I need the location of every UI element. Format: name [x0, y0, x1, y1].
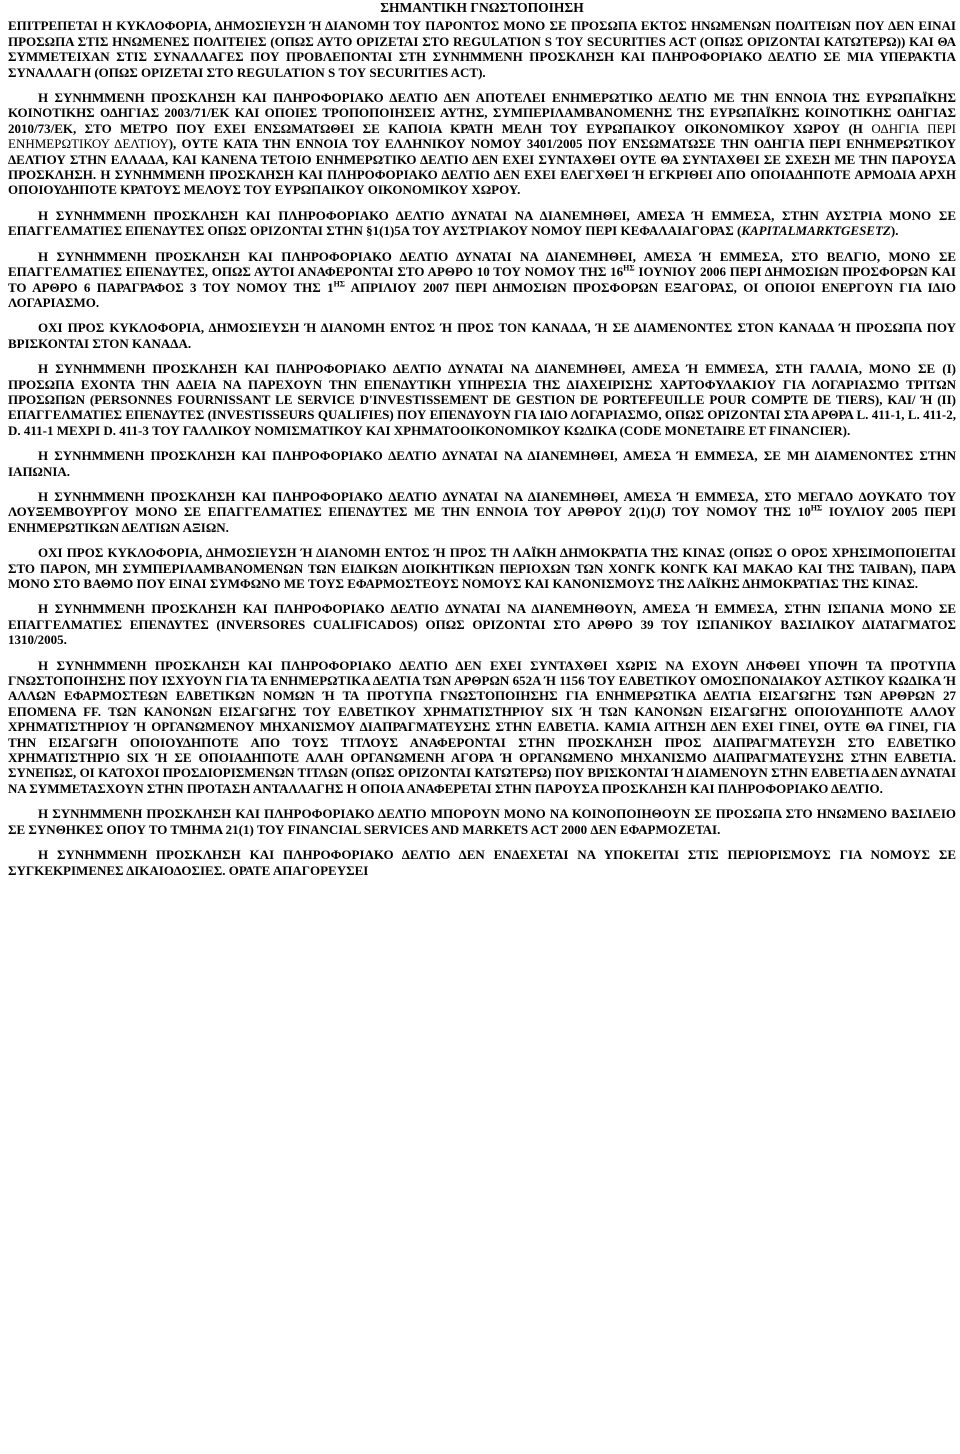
- paragraph-canada: ΟΧΙ ΠΡΟΣ ΚΥΚΛΟΦΟΡΙΑ, ΔΗΜΟΣΙΕΥΣΗ Ή ΔΙΑΝΟΜΗ ΕΝΤΟΣ Ή ΠΡΟΣ ΤΟΝ ΚΑΝΑΔΑ, Ή ΣΕ ΔΙΑΜΕΝΟΝΤΕΣ ΣΤΟΝ ΚΑΝΑΔΑ Ή ΠΡΟΣΩΠΑ ΠΟΥ ΒΡΙΣΚΟΝΤΑΙ ΣΤΟΝ ΚΑΝΑΔΑ.: [8, 320, 956, 351]
- paragraph-spain: Η ΣΥΝΗΜΜΕΝΗ ΠΡΟΣΚΛΗΣΗ ΚΑΙ ΠΛΗΡΟΦΟΡΙΑΚΟ ΔΕΛΤΙΟ ΔΥΝΑΤΑΙ ΝΑ ΔΙΑΝΕΜΗΘΟΥΝ, ΑΜΕΣΑ Ή ΕΜΜΕΣΑ, ΣΤΗΝ ΙΣΠΑΝΙΑ ΜΟΝΟ ΣΕ ΕΠΑΓΓΕΛΜΑΤΙΕΣ ΕΠΕΝΔΥΤΕΣ (INVERSORES CUALIFICADOS) ΟΠΩΣ ΟΡΙΖΟΝΤΑΙ ΣΤΟ ΑΡΘΡΟ 39 ΤΟΥ ΙΣΠΑΝΙΚΟΥ ΒΑΣΙΛΙΚΟΥ ΔΙΑΤΑΓΜΑΤΟΣ 1310/2005.: [8, 601, 956, 648]
- notice-title: ΣΗΜΑΝΤΙΚΗ ΓΝΩΣΤΟΠΟΙΗΣΗ: [380, 0, 584, 15]
- paragraph-united-kingdom: Η ΣΥΝΗΜΜΕΝΗ ΠΡΟΣΚΛΗΣΗ ΚΑΙ ΠΛΗΡΟΦΟΡΙΑΚΟ ΔΕΛΤΙΟ ΜΠΟΡΟΥΝ ΜΟΝΟ ΝΑ ΚΟΙΝΟΠΟΙΗΘΟΥΝ ΣΕ ΠΡΟΣΩΠΑ ΣΤΟ ΗΝΩΜΕΝΟ ΒΑΣΙΛΕΙΟ ΣΕ ΣΥΝΘΗΚΕΣ ΟΠΟΥ ΤΟ ΤΜΗΜΑ 21(1) ΤΟΥ FINANCIAL SERVICES AND MARKETS ACT 2000 ΔΕΝ ΕΦΑΡΜΟΖΕΤΑΙ.: [8, 806, 956, 837]
- paragraph-belgium: Η ΣΥΝΗΜΜΕΝΗ ΠΡΟΣΚΛΗΣΗ ΚΑΙ ΠΛΗΡΟΦΟΡΙΑΚΟ ΔΕΛΤΙΟ ΔΥΝΑΤΑΙ ΝΑ ΔΙΑΝΕΜΗΘΕΙ, ΑΜΕΣΑ Ή ΕΜΜΕΣΑ, ΣΤΟ ΒΕΛΓΙΟ, ΜΟΝΟ ΣΕ ΕΠΑΓΓΕΛΜΑΤΙΕΣ ΕΠΕΝΔΥΤΕΣ, ΟΠΩΣ ΑΥΤΟΙ ΑΝΑΦΕΡΟΝΤΑΙ ΣΤΟ ΑΡΘΡΟ 10 ΤΟΥ ΝΟΜΟΥ ΤΗΣ $16^{H\Sigma}$ ΙΟΥΝΙΟΥ 2006 ΠΕΡΙ ΔΗΜΟΣΙΩΝ ΠΡΟΣΦΟΡΩΝ ΚΑΙ ΤΟ ΑΡΘΡΟ 6 ΠΑΡΑΓΡΑΦΟΣ 3 ΤΟΥ ΝΟΜΟΥ ΤΗΣ $1^{H\Sigma}$ ΑΠΡΙΛΙΟΥ 2007 ΠΕΡΙ ΔΗΜΟΣΙΩΝ ΠΡΟΣΦΟΡΩΝ ΕΞΑΓΟΡΑΣ, ΟΙ ΟΠΟΙΟΙ ΕΝΕΡΓΟΥΝ ΓΙΑ ΙΔΙΟ ΛΟΓΑΡΙΑΣΜΟ.: [8, 248, 956, 310]
- paragraph-other-jurisdictions: Η ΣΥΝΗΜΜΕΝΗ ΠΡΟΣΚΛΗΣΗ ΚΑΙ ΠΛΗΡΟΦΟΡΙΑΚΟ ΔΕΛΤΙΟ ΔΕΝ ΕΝΔΕΧΕΤΑΙ ΝΑ ΥΠΟΚΕΙΤΑΙ ΣΤΙΣ ΠΕΡΙΟΡΙΣΜΟΥΣ ΓΙΑ ΝΟΜΟΥΣ ΣΕ ΣΥΓΚΕΚΡΙΜΕΝΕΣ ΔΙΚΑΙΟΔΟΣΙΕΣ. ΟΡΑΤΕ ΑΠΑΓΟΡΕΥΣΕΙ: [8, 847, 956, 878]
- paragraph-prospectus-directive: Η ΣΥΝΗΜΜΕΝΗ ΠΡΟΣΚΛΗΣΗ ΚΑΙ ΠΛΗΡΟΦΟΡΙΑΚΟ ΔΕΛΤΙΟ ΔΕΝ ΑΠΟΤΕΛΕΙ ΕΝΗΜΕΡΩΤΙΚΟ ΔΕΛΤΙΟ ΜΕ ΤΗΝ ΕΝΝΟΙΑ ΤΗΣ ΕΥΡΩΠΑΪΚΗΣ ΚΟΙΝΟΤΙΚΗΣ ΟΔΗΓΙΑΣ 2003/71/ΕΚ ΚΑΙ ΟΠΟΙΕΣ ΤΡΟΠΟΠΟΙΗΣΕΙΣ ΑΥΤΗΣ, ΣΥΜΠΕΡΙΛΑΜΒΑΝΟΜΕΝΗΣ ΤΗΣ ΕΥΡΩΠΑΪΚΗΣ ΚΟΙΝΟΤΙΚΗΣ ΟΔΗΓΙΑΣ 2010/73/ΕΚ, ΣΤΟ ΜΕΤΡΟ ΠΟΥ ΕΧΕΙ ΕΝΣΩΜΑΤΩΘΕΙ ΣΕ ΚΑΠΟΙΑ ΚΡΑΤΗ ΜΕΛΗ ΤΟΥ ΕΥΡΩΠΑΙΚΟΥ ΟΙΚΟΝΟΜΙΚΟΥ ΧΩΡΟΥ (Η ΟΔΗΓΙΑ ΠΕΡΙ ΕΝΗΜΕΡΩΤΙΚΟΥ ΔΕΛΤΙΟΥ), ΟΥΤΕ ΚΑΤΑ ΤΗΝ ΕΝΝΟΙΑ ΤΟΥ ΕΛΛΗΝΙΚΟΥ ΝΟΜΟΥ 3401/2005 ΠΟΥ ΕΝΣΩΜΑΤΩΣΕ ΤΗΝ ΟΔΗΓΙΑ ΠΕΡΙ ΕΝΗΜΕΡΩΤΙΚΟΥ ΔΕΛΤΙΟΥ ΣΤΗΝ ΕΛΛΑΔΑ, ΚΑΙ ΚΑΝΕΝΑ ΤΕΤΟΙΟ ΕΝΗΜΕΡΩΤΙΚΟ ΔΕΛΤΙΟ ΔΕΝ ΕΧΕΙ ΣΥΝΤΑΧΘΕΙ ΟΥΤΕ ΘΑ ΣΥΝΤΑΧΘΕΙ ΣΕ ΣΧΕΣΗ ΜΕ ΤΗΝ ΠΑΡΟΥΣΑ ΠΡΟΣΚΛΗΣΗ. Η ΣΥΝΗΜΜΕΝΗ ΠΡΟΣΚΛΗΣΗ ΚΑΙ ΠΛΗΡΟΦΟΡΙΑΚΟ ΔΕΛΤΙΟ ΔΕΝ ΕΧΕΙ ΕΛΕΓΧΘΕΙ Ή ΕΓΚΡΙΘΕΙ ΑΠΟ ΟΠΟΙΑΔΗΠΟΤΕ ΑΡΜΟΔΙΑ ΑΡΧΗ ΟΠΟΙΟΥΔΗΠΟΤΕ ΚΡΑΤΟΥΣ ΜΕΛΟΥΣ ΤΟΥ ΕΥΡΩΠΑΙΚΟΥ ΟΙΚΟΝΟΜΙΚΟΥ ΧΩΡΟΥ.: [8, 90, 957, 198]
- paragraph-china: ΟΧΙ ΠΡΟΣ ΚΥΚΛΟΦΟΡΙΑ, ΔΗΜΟΣΙΕΥΣΗ Ή ΔΙΑΝΟΜΗ ΕΝΤΟΣ Ή ΠΡΟΣ ΤΗ ΛΑΪΚΗ ΔΗΜΟΚΡΑΤΙΑ ΤΗΣ ΚΙΝΑΣ (ΟΠΩΣ Ο ΟΡΟΣ ΧΡΗΣΙΜΟΠΟΙΕΙΤΑΙ ΣΤΟ ΠΑΡΟΝ, ΜΗ ΣΥΜΠΕΡΙΛΑΜΒΑΝΟΜΕΝΩΝ ΤΩΝ ΕΙΔΙΚΩΝ ΔΙΟΙΚΗΤΙΚΩΝ ΠΕΡΙΟΧΩΝ ΤΩΝ ΧΟΝΓΚ ΚΟΝΓΚ ΚΑΙ ΜΑΚΑΟ ΚΑΙ ΤΗΣ ΤΑΙΒΑΝ), ΠΑΡΑ ΜΟΝΟ ΣΤΟ ΒΑΘΜΟ ΠΟΥ ΕΙΝΑΙ ΣΥΜΦΩΝΟ ΜΕ ΤΟΥΣ ΕΦΑΡΜΟΣΤΕΟΥΣ ΝΟΜΟΥΣ ΚΑΙ ΚΑΝΟΝΙΣΜΟΥΣ ΤΗΣ ΛΑΪΚΗΣ ΔΗΜΟΚΡΑΤΙΑΣ ΤΗΣ ΚΙΝΑΣ.: [8, 545, 956, 591]
- paragraph-japan: Η ΣΥΝΗΜΜΕΝΗ ΠΡΟΣΚΛΗΣΗ ΚΑΙ ΠΛΗΡΟΦΟΡΙΑΚΟ ΔΕΛΤΙΟ ΔΥΝΑΤΑΙ ΝΑ ΔΙΑΝΕΜΗΘΕΙ, ΑΜΕΣΑ Ή ΕΜΜΕΣΑ, ΣΕ ΜΗ ΔΙΑΜΕΝΟΝΤΕΣ ΣΤΗΝ ΙΑΠΩΝΙΑ.: [8, 448, 956, 479]
- paragraph-us-restriction: ΕΠΙΤΡΕΠΕΤΑΙ Η ΚΥΚΛΟΦΟΡΙΑ, ΔΗΜΟΣΙΕΥΣΗ Ή ΔΙΑΝΟΜΗ ΤΟΥ ΠΑΡΟΝΤΟΣ ΜΟΝΟ ΣΕ ΠΡΟΣΩΠΑ ΕΚΤΟΣ ΗΝΩΜΕΝΩΝ ΠΟΛΙΤΕΙΩΝ ΠΟΥ ΔΕΝ ΕΙΝΑΙ ΠΡΟΣΩΠΑ ΣΤΙΣ ΗΝΩΜΕΝΕΣ ΠΟΛΙΤΕΙΕΣ (ΟΠΩΣ ΑΥΤΟ ΟΡΙΖΕΤΑΙ ΣΤΟ REGULATION S ΤΟΥ SECURITIES ACT (ΟΠΩΣ ΟΡΙΖΟΝΤΑΙ ΚΑΤΩΤΕΡΩ)) ΚΑΙ ΘΑ ΣΥΜΜΕΤΕΙΧΑΝ ΣΤΙΣ ΣΥΝΑΛΛΑΓΕΣ ΠΟΥ ΠΡΟΒΛΕΠΟΝΤΑΙ ΣΤΗ ΣΥΝΗΜΜΕΝΗ ΠΡΟΣΚΛΗΣΗ ΚΑΙ ΠΛΗΡΟΦΟΡΙΑΚΟ ΔΕΛΤΙΟ ΣΕ ΜΙΑ ΥΠΕΡΑΚΤΙΑ ΣΥΝΑΛΛΑΓΗ (ΟΠΩΣ ΟΡΙΖΕΤΑΙ ΣΤΟ REGULATION S ΤΟΥ SECURITIES ACT).: [8, 18, 956, 80]
- paragraph-austria: Η ΣΥΝΗΜΜΕΝΗ ΠΡΟΣΚΛΗΣΗ ΚΑΙ ΠΛΗΡΟΦΟΡΙΑΚΟ ΔΕΛΤΙΟ ΔΥΝΑΤΑΙ ΝΑ ΔΙΑΝΕΜΗΘΕΙ, ΑΜΕΣΑ Ή ΕΜΜΕΣΑ, ΣΤΗΝ ΑΥΣΤΡΙΑ ΜΟΝΟ ΣΕ ΕΠΑΓΓΕΛΜΑΤΙΕΣ ΕΠΕΝΔΥΤΕΣ ΟΠΩΣ ΟΡΙΖΟΝΤΑΙ ΣΤΗΝ §1(1)5Α ΤΟΥ ΑΥΣΤΡΙΑΚΟΥ ΝΟΜΟΥ ΠΕΡΙ ΚΕΦΑΛΑΙΑΓΟΡΑΣ (KAPITALMARKTGESETZ).: [8, 207, 956, 239]
- paragraph-luxembourg: Η ΣΥΝΗΜΜΕΝΗ ΠΡΟΣΚΛΗΣΗ ΚΑΙ ΠΛΗΡΟΦΟΡΙΑΚΟ ΔΕΛΤΙΟ ΔΥΝΑΤΑΙ ΝΑ ΔΙΑΝΕΜΗΘΕΙ, ΑΜΕΣΑ Ή ΕΜΜΕΣΑ, ΣΤΟ ΜΕΓΑΛΟ ΔΟΥΚΑΤΟ ΤΟΥ ΛΟΥΞΕΜΒΟΥΡΓΟΥ ΜΟΝΟ ΣΕ ΕΠΑΓΓΕΛΜΑΤΙΕΣ ΕΠΕΝΔΥΤΕΣ ΜΕ ΤΗΝ ΕΝΝΟΙΑ ΤΟΥ ΑΡΘΡΟΥ 2(1)(J) ΤΟΥ ΝΟΜΟΥ ΤΗΣ $10^{H\Sigma}$ ΙΟΥΛΙΟΥ 2005 ΠΕΡΙ ΕΝΗΜΕΡΩΤΙΚΩΝ ΔΕΛΤΙΩΝ ΑΞΙΩΝ.: [8, 488, 956, 535]
- paragraph-france: Η ΣΥΝΗΜΜΕΝΗ ΠΡΟΣΚΛΗΣΗ ΚΑΙ ΠΛΗΡΟΦΟΡΙΑΚΟ ΔΕΛΤΙΟ ΔΥΝΑΤΑΙ ΝΑ ΔΙΑΝΕΜΗΘΕΙ, ΑΜΕΣΑ Ή ΕΜΜΕΣΑ, ΣΤΗ ΓΑΛΛΙΑ, ΜΟΝΟ ΣΕ (Ι) ΠΡΟΣΩΠΑ ΕΧΟΝΤΑ ΤΗΝ ΑΔΕΙΑ ΝΑ ΠΑΡΕΧΟΥΝ ΤΗΝ ΕΠΕΝΔΥΤΙΚΗ ΥΠΗΡΕΣΙΑ ΤΗΣ ΔΙΑΧΕΙΡΙΣΗΣ ΧΑΡΤΟΦΥΛΑΚΙΟΥ ΓΙΑ ΛΟΓΑΡΙΑΣΜΟ ΤΡΙΤΩΝ ΠΡΟΣΩΠΩΝ (PERSONNES FOURNISSANT LE SERVICE D'INVESTISSEMENT DE GESTION DE PORTEFEUILLE POUR COMPTE DE TIERS), ΚΑΙ/ Ή (ΙΙ) ΕΠΑΓΓΕΛΜΑΤΙΕΣ ΕΠΕΝΔΥΤΕΣ (INVESTISSEURS QUALIFIES) ΠΟΥ ΕΠΕΝΔΥΟΥΝ ΓΙΑ ΙΔΙΟ ΛΟΓΑΡΙΑΣΜΟ, ΟΠΩΣ ΟΡΙΖΟΝΤΑΙ ΣΤΑ ΑΡΘΡΑ L. 411-1, L. 411-2, D. 411-1 ΜΕΧΡΙ D. 411-3 ΤΟΥ ΓΑΛΛΙΚΟΥ ΝΟΜΙΣΜΑΤΙΚΟΥ ΚΑΙ ΧΡΗΜΑΤΟΟΙΚΟΝΟΜΙΚΟΥ ΚΩΔΙΚΑ (CODE MONETAIRE ET FINANCIER).: [8, 361, 956, 438]
- paragraph-switzerland: Η ΣΥΝΗΜΜΕΝΗ ΠΡΟΣΚΛΗΣΗ ΚΑΙ ΠΛΗΡΟΦΟΡΙΑΚΟ ΔΕΛΤΙΟ ΔΕΝ ΕΧΕΙ ΣΥΝΤΑΧΘΕΙ ΧΩΡΙΣ ΝΑ ΕΧΟΥΝ ΛΗΦΘΕΙ ΥΠΟΨΗ ΤΑ ΠΡΟΤΥΠΑ ΓΝΩΣΤΟΠΟΙΗΣΗΣ ΠΟΥ ΙΣΧΥΟΥΝ ΓΙΑ ΤΑ ΕΝΗΜΕΡΩΤΙΚΑ ΔΕΛΤΙΑ ΤΩΝ ΑΡΘΡΩΝ 652Α Ή 1156 ΤΟΥ ΕΛΒΕΤΙΚΟΥ ΟΜΟΣΠΟΝΔΙΑΚΟΥ ΑΣΤΙΚΟΥ ΚΩΔΙΚΑ Ή ΑΛΛΩΝ ΕΦΑΡΜΟΣΤΕΩΝ ΕΛΒΕΤΙΚΩΝ ΝΟΜΩΝ Ή ΤΑ ΠΡΟΤΥΠΑ ΓΝΩΣΤΟΠΟΙΗΣΗΣ ΓΙΑ ΕΝΗΜΕΡΩΤΙΚΑ ΔΕΛΤΙΑ ΕΙΣΑΓΩΓΗΣ ΤΩΝ ΑΡΘΡΩΝ 27 ΕΠΟΜΕΝΑ FF. ΤΩΝ ΚΑΝΟΝΩΝ ΕΙΣΑΓΩΓΗΣ ΤΟΥ ΕΛΒΕΤΙΚΟΥ ΧΡΗΜΑΤΙΣΤΗΡΙΟΥ SIX Ή ΤΩΝ ΚΑΝΟΝΩΝ ΕΙΣΑΓΩΓΗΣ ΟΠΟΙΟΥΔΗΠΟΤΕ ΑΛΛΟΥ ΧΡΗΜΑΤΙΣΤΗΡΙΟΥ Ή ΟΡΓΑΝΩΜΕΝΟΥ ΜΗΧΑΝΙΣΜΟΥ ΔΙΑΠΡΑΓΜΑΤΕΥΣΗΣ ΣΤΗΝ ΕΛΒΕΤΙΑ. ΚΑΜΙΑ ΑΙΤΗΣΗ ΔΕΝ ΕΧΕΙ ΓΙΝΕΙ, ΟΥΤΕ ΘΑ ΓΙΝΕΙ, ΓΙΑ ΤΗΝ ΕΙΣΑΓΩΓΗ ΟΠΟΙΟΥΔΗΠΟΤΕ ΑΠΟ ΤΟΥΣ ΤΙΤΛΟΥΣ ΑΝΑΦΕΡΟΝΤΑΙ ΣΤΗΝ ΠΡΟΣΚΛΗΣΗ ΠΡΟΣ ΔΙΑΠΡΑΓΜΑΤΕΥΣΗ ΣΤΟ ΕΛΒΕΤΙΚΟ ΧΡΗΜΑΤΙΣΤΗΡΙΟ SIX Ή ΣΕ ΟΠΟΙΑΔΗΠΟΤΕ ΑΛΛΗ ΟΡΓΑΝΩΜΕΝΗ ΑΓΟΡΑ Ή ΟΡΓΑΝΩΜΕΝΟ ΜΗΧΑΝΙΣΜΟ ΔΙΑΠΡΑΓΜΑΤΕΥΣΗΣ ΣΤΗΝ ΕΛΒΕΤΙΑ. ΣΥΝΕΠΩΣ, ΟΙ ΚΑΤΟΧΟΙ ΠΡΟΣΔΙΟΡΙΣΜΕΝΩΝ ΤΙΤΛΩΝ (ΟΠΩΣ ΟΡΙΖΟΝΤΑΙ ΚΑΤΩΤΕΡΩ) ΠΟΥ ΒΡΙΣΚΟΝΤΑΙ Ή ΔΙΑΜΕΝΟΥΝ ΣΤΗΝ ΕΛΒΕΤΙΑ ΔΕΝ ΔΥΝΑΤΑΙ ΝΑ ΣΥΜΜΕΤΑΣΧΟΥΝ ΣΤΗΝ ΠΡΟΤΑΣΗ ΑΝΤΑΛΛΑΓΗΣ Η ΟΠΟΙΑ ΑΝΑΦΕΡΕΤΑΙ ΣΤΗΝ ΠΑΡΟΥΣΑ ΠΡΟΣΚΛΗΣΗ ΚΑΙ ΠΛΗΡΟΦΟΡΙΑΚΟ ΔΕΛΤΙΟ.: [8, 657, 956, 796]
